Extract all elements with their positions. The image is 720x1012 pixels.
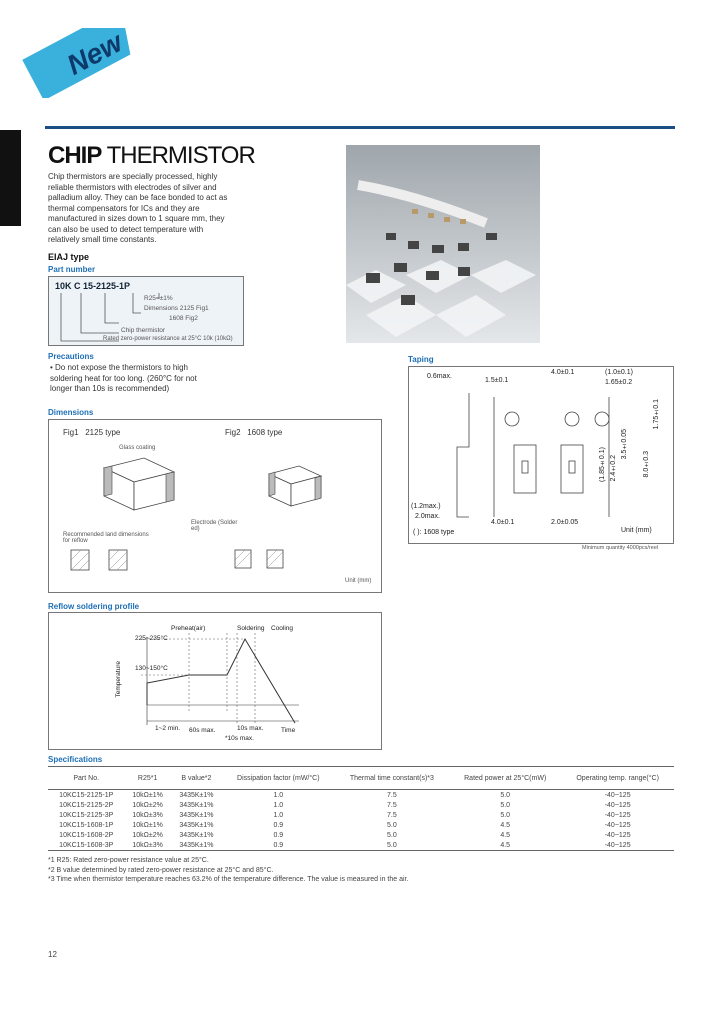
eiaj-heading: EIAJ type	[48, 252, 90, 262]
specs-cell: 10KC15-2125-2P	[59, 801, 114, 809]
specs-cell: 3435K±1%	[179, 831, 214, 839]
specs-cell: 10kΩ±2%	[132, 801, 163, 809]
specs-cell: 1.0	[273, 791, 284, 799]
spec-note-2: *2 B value determined by rated zero-power resistance at 25°C and 85°C.	[48, 866, 274, 874]
specs-cell: 10KC15-1608-3P	[48, 840, 124, 851]
part-line-4: Chip thermistor	[121, 327, 166, 334]
specs-cell: 10KC15-1608-1P	[59, 821, 114, 829]
reflow-label-9: Time	[281, 727, 296, 734]
taping-dim-6: 3.5±0.05	[621, 429, 628, 460]
reflow-title: Reflow soldering profile	[48, 602, 140, 611]
precautions-text: • Do not expose the thermistors to high soldering heat for too long. (260°C for not longer than 10s is recommended)	[50, 363, 197, 393]
specs-row	[48, 840, 674, 851]
specs-cell: 4.5	[449, 840, 561, 851]
specs-cell: 5.0	[500, 811, 511, 819]
specs-cell: -40~125	[604, 791, 631, 799]
reflow-label-10: *10s max.	[225, 735, 254, 742]
taping-qty: Minimum quantity 4000pcs/reel	[582, 545, 659, 551]
taping-box	[408, 366, 674, 544]
specs-cell: 5.0	[500, 801, 511, 809]
specs-cell: -40~125	[604, 801, 631, 809]
specs-cell: 7.5	[387, 791, 397, 799]
specs-cell: -40~125	[604, 821, 631, 829]
taping-dim-11: 2.0max.	[415, 513, 440, 520]
specs-header: Thermal time constant(s)*3	[335, 767, 450, 790]
taping-dim-2: 4.0±0.1	[551, 369, 575, 376]
specs-cell: 1.0	[273, 811, 284, 819]
specs-cell: 7.5	[387, 811, 397, 819]
new-badge	[20, 28, 150, 98]
specs-cell: 3435K±1%	[179, 791, 214, 799]
specs-row	[48, 820, 674, 830]
specs-cell: 4.5	[500, 831, 511, 839]
specs-row	[48, 830, 674, 840]
specs-cell: 10kΩ±1%	[132, 821, 163, 829]
taping-dim-3: (1.0±0.1)	[605, 369, 633, 376]
reflow-box	[48, 612, 382, 750]
specs-cell: 10kΩ±2%	[132, 831, 163, 839]
product-photo	[346, 145, 540, 343]
part-line-2: Dimensions 2125 Fig1	[144, 305, 209, 312]
taping-dim-8: 2.4±0.2	[610, 455, 617, 482]
specs-cell: 4.5	[500, 821, 511, 829]
part-line-1: R25=±1%	[144, 295, 173, 302]
specs-cell: 10kΩ±1%	[132, 791, 163, 799]
specs-cell: 10KC15-2125-1P	[59, 791, 114, 799]
reflow-label-0: Preheat(air)	[171, 625, 206, 632]
specs-cell: 5.0	[335, 840, 450, 851]
specs-header: R25*1	[124, 767, 170, 790]
specs-cell: 3435K±1%	[179, 821, 214, 829]
taping-dim-9: 8.0±0.3	[643, 451, 650, 478]
reflow-label-4: 130~150°C	[135, 665, 168, 672]
specs-cell: 3435K±1%	[179, 801, 214, 809]
specs-cell: 10KC15-2125-3P	[59, 811, 114, 819]
header-rule	[45, 126, 675, 129]
precautions-title: Precautions	[48, 352, 94, 361]
page-title: CHIP THERMISTOR	[48, 142, 255, 169]
specs-cell: 5.0	[387, 831, 397, 839]
side-tab	[0, 130, 21, 226]
reflow-label-3: 225~235°C	[135, 635, 168, 642]
specs-cell: 7.5	[387, 801, 397, 809]
specs-row	[48, 790, 674, 801]
reflow-label-8: 10s max.	[237, 725, 264, 732]
specs-header: B value*2	[171, 767, 222, 790]
dimensions-unit: Unit (mm)	[345, 578, 372, 584]
taping-title: Taping	[408, 355, 434, 364]
specs-cell: 5.0	[500, 791, 511, 799]
specs-cell: 5.0	[387, 821, 397, 829]
specs-row	[48, 800, 674, 810]
specs-header: Rated power at 25°C(mW)	[449, 767, 561, 790]
reflow-label-6: 1~2 min.	[155, 725, 181, 732]
spec-note-1: *1 R25: Rated zero-power resistance value at 25°C.	[48, 857, 209, 864]
electrode-label: Electrode (Solder ed)	[191, 520, 238, 532]
dimensions-box	[48, 419, 382, 593]
taping-dim-4: 1.65±0.2	[605, 379, 633, 386]
specs-cell: 0.9	[222, 840, 335, 851]
taping-dim-7: (1.85±0.1)	[599, 447, 606, 483]
footprint-label: Recommended land dimensions for reflow	[63, 532, 149, 544]
specs-header: Part No.	[48, 767, 124, 790]
part-line-5: Rated zero-power resistance at 25°C 10k (10kΩ)	[103, 336, 233, 342]
taping-dim-5: 1.75±0.1	[653, 399, 660, 430]
specs-table-wrap	[48, 766, 674, 851]
specs-header-row	[48, 767, 674, 790]
specs-header: Dissipation factor (mW/°C)	[222, 767, 335, 790]
specs-table	[48, 766, 674, 851]
part-number-title: Part number	[48, 265, 96, 274]
specs-cell: 10kΩ±3%	[132, 811, 163, 819]
taping-dim-0: 0.6max.	[427, 373, 452, 380]
spec-note-3: *3 Time when thermistor temperature reaches 63.2% of the temperature difference. The value is measured in the air.	[48, 876, 409, 883]
specs-cell: 0.9	[273, 831, 284, 839]
reflow-label-7: 60s max.	[189, 727, 216, 734]
specs-cell: 3435K±1%	[179, 811, 214, 819]
specs-cell: -40~125	[604, 831, 631, 839]
taping-dim-13: 2.0±0.05	[551, 519, 579, 526]
part-number-box	[48, 276, 244, 346]
reflow-label-5: Temperature	[115, 661, 122, 698]
taping-dim-12: 4.0±0.1	[491, 519, 515, 526]
fig1-label: Fig1 2125 type	[63, 428, 121, 437]
taping-unit: Unit (mm)	[621, 527, 652, 534]
specs-cell: 10kΩ±3%	[124, 840, 170, 851]
specs-cell: -40~125	[604, 811, 631, 819]
taping-dim-1: 1.5±0.1	[485, 377, 509, 384]
dimensions-title: Dimensions	[48, 408, 94, 417]
reflow-label-2: Cooling	[271, 625, 294, 632]
specs-cell: 1.0	[273, 801, 284, 809]
taping-note: ( ): 1608 type	[413, 529, 455, 536]
specs-notes	[48, 856, 674, 885]
specs-cell: 10KC15-1608-2P	[59, 831, 114, 839]
specs-header: Operating temp. range(°C)	[561, 767, 674, 790]
specs-cell: 0.9	[273, 821, 284, 829]
specs-row	[48, 810, 674, 820]
glass-coating-label: Glass coating	[119, 445, 156, 451]
specs-cell: -40~125	[561, 840, 674, 851]
taping-dim-10: (1.2max.)	[411, 503, 441, 510]
fig2-label: Fig2 1608 type	[225, 428, 283, 437]
part-line-3: 1608 Fig2	[169, 315, 198, 322]
part-code: 10K C 15-2125-1P	[55, 281, 131, 291]
reflow-label-1: Soldering	[237, 625, 265, 632]
page-number: 12	[48, 950, 57, 959]
new-badge-label: New	[61, 26, 128, 81]
intro-text: Chip thermistors are specially processed, highly reliable thermistors with electrodes of silver and palladium alloy. They can be face bonded to act as thermal compensators for ICs and they are manufactured in sizes down to 1 square mm, they can also be used to detect temperature with relatively small time constants.	[48, 172, 228, 244]
specs-title: Specifications	[48, 755, 103, 764]
specs-cell: 3435K±1%	[171, 840, 222, 851]
